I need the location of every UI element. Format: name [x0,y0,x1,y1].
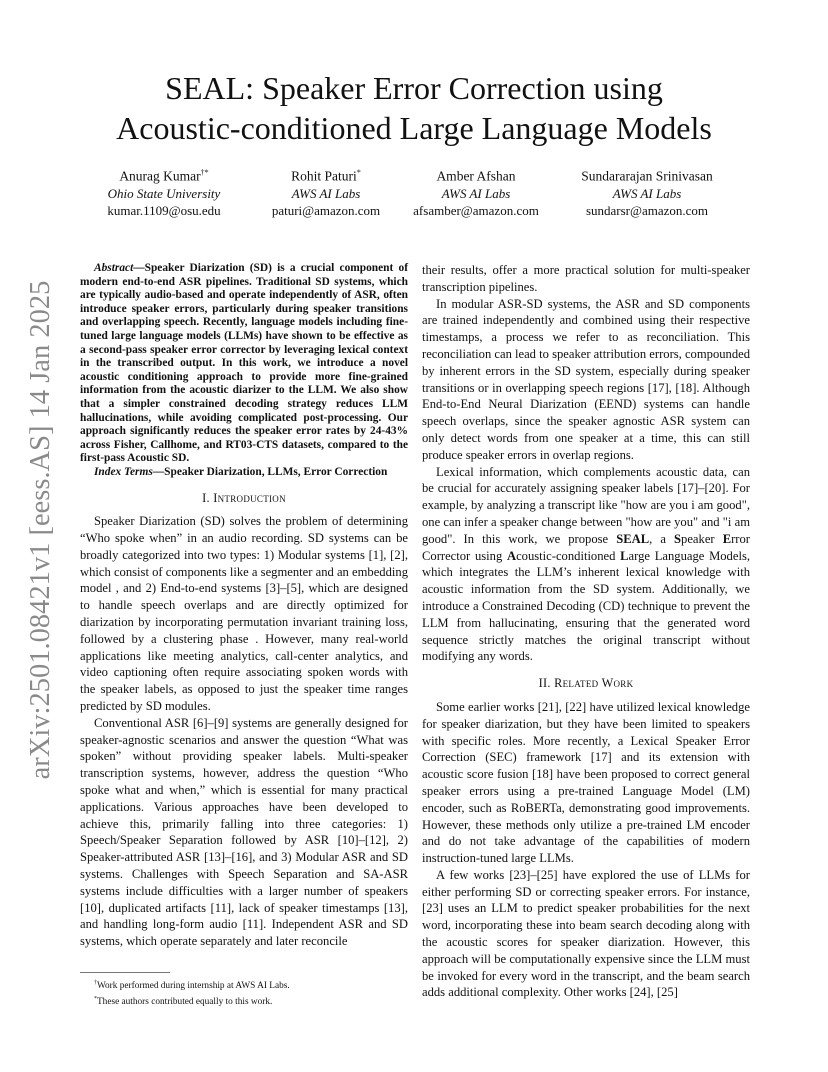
author-name: Rohit Paturi [291,168,357,184]
section-heading-introduction: I. Introduction [202,490,286,505]
arxiv-identifier: arXiv:2501.08421v1 [eess.AS] 14 Jan 2025 [25,280,56,780]
footnote-mark: † [94,980,97,987]
right-column [422,262,750,1001]
author-mark: †* [200,168,209,177]
related-paragraph-1: Some earlier works [21], [22] have utilized lexical knowledge for speaker diarization, but they have been limited to speakers with specific roles. More recently, a Lexical Speaker Error Correction (SEC) framework [17] and its extension with acoustic score fusion [18] have been proposed to correct general speaker errors using a pre-trained Language Model (LM) encoder, such as RoBERTa, demonstrating good improvements. However, these methods only utilize a pre-trained LM encoder and do not take advantage of the capabilities of modern instruction-tuned large LLMs. [422,699,750,866]
footnote-text: Work performed during internship at AWS AI Labs. [97,981,290,992]
author-block [381,164,571,219]
footnote-mark: * [94,995,97,1002]
para-text: rror Corrector using [422,531,750,563]
footnote-1 [80,977,408,993]
author-name-line [552,164,742,185]
abstract-text: —Speaker Diarization (SD) is a crucial component of modern end-to-end ASR pipelines. Traditional SD systems, which are typically audio-based and operate independently of ASR, often introduce speaker errors, particularly during speaker transitions and overlapping speech. Recently, language models including fine-tuned large language models (LLMs) have shown to be effective as a second-pass speaker error corrector by leveraging lexical context in the transcribed output. In this work, we introduce a novel acoustic conditioning approach to provide more fine-grained information from the acoustic diarizer to the LLM. We also show that a simpler constrained decoding strategy reduces LLM hallucinations, while avoiding complicated post-processing. Our approach significantly reduces the speaker error rates by 24-43% across Fisher, Callhome, and RT03-CTS datasets, compared to the first-pass Acoustic SD. [80,262,408,465]
author-affiliation: Ohio State University [107,185,221,201]
author-email: paturi@amazon.com [271,202,381,218]
author-email: afsamber@amazon.com [413,202,539,218]
author-email: kumar.1109@osu.edu [107,202,221,218]
author-affiliation: AWS AI Labs [291,185,361,201]
para-text: peaker [681,531,723,546]
seal-name: SEAL [616,531,650,546]
paper-title [60,68,768,148]
intro-paragraph-2: Conventional ASR [6]–[9] systems are generally designed for speaker-agnostic scenarios and answer the question “What was spoken” without providing speaker labels. Multi-speaker transcription systems, however, address the question “Who spoke what and when,” which is essential for many practical applications. Various approaches have been developed to achieve this, primarily falling into three categories: 1) Speech/Speaker Separation followed by ASR [10]–[12], 2) Speaker-attributed ASR [13]–[16], and 3) Modular ASR and SD systems. Challenges with Speech Separation and SA-ASR systems include difficulties with a larger number of speakers [10], duplicated artifacts [11], lack of speaker timestamps [13], and handling long-form audio [11]. Independent ASR and SD systems, which operate separately and later reconcile [80,715,408,949]
author-name: Anurag Kumar [119,168,201,184]
author-affiliation: AWS AI Labs [612,185,682,201]
abstract-label: Abstract [94,262,134,274]
acronym-letter: L [620,548,629,563]
intro-paragraph-1: Speaker Diarization (SD) solves the problem of determining “Who spoke when” in an audio recording. SD systems can be broadly categorized into two types: 1) Modular systems [1], [2], which consist of components like a segmenter and an embedding model , and 2) End-to-end systems [3]–[5], which are designed to handle speech overlaps and are directly optimized for diarization by incorporating permutation invariant training loss, followed by a clustering phase . However, many real-world applications like meeting analytics, call-center analytics, and video captioning often require associating spoken words with the speaker labels, as opposed to just the speaker time ranges predicted by SD modules. [80,514,408,714]
section-heading-related-work: II. Related Work [538,676,634,691]
index-terms-text: —Speaker Diarization, LLMs, Error Correction [152,465,388,478]
index-terms [80,466,408,480]
index-terms-label: Index Terms [94,465,153,478]
para-text: arge Language Models, which integrates the LLM’s inherent lexical knowledge with acoustic information from the SD system. Additionally, we introduce a Constrained Decoding (CD) technique to prevent the LLM from hallucinating, ensuring that the generated word sequence strictly matches the original transcript without modifying any words. [422,548,750,664]
author-name-line [381,164,571,185]
intro-paragraph-4: In modular ASR-SD systems, the ASR and SD components are trained independently and combined using their respective timestamps, a process we refer to as reconciliation. This reconciliation can lead to speaker attribution errors, compounded by inherent errors in the SD system, especially during speaker transitions or in overlapping speech regions [17], [18]. Although End-to-End Neural Diarization (EEND) systems can handle speech overlaps, since the speaker agnostic ASR system can only detect words from one speaker at a time, this can still produce speaker errors in overlap regions. [422,296,751,462]
acronym-letter: E [722,531,732,546]
left-column [80,262,408,1008]
author-block [552,164,742,219]
title-line-2: Acoustic-conditioned Large Language Models [116,110,712,146]
author-email: sundarsr@amazon.com [585,202,709,218]
footnote-rule [80,972,170,973]
acronym-letter: A [506,548,517,563]
footnote-text: These authors contributed equally to this work. [97,996,273,1007]
para-text: , a [649,531,675,546]
intro-paragraph-3: their results, offer a more practical solution for multi-speaker transcription pipelines. [422,263,750,294]
abstract [80,262,408,466]
author-name: Amber Afshan [436,168,516,184]
author-affiliation: AWS AI Labs [441,185,511,201]
author-mark: * [356,168,361,177]
acronym-letter: S [674,531,682,546]
intro-paragraph-5 [422,464,750,666]
para-text: Lexical information, which complements acoustic data, can be crucial for accurately assigning speaker labels [17]–[20]. For example, by analyzing a transcript like "how are you i am good", one can infer a speaker change between "how are you" and "i am good". In this work, we propose [422,464,750,546]
author-name: Sundararajan Srinivasan [581,168,713,184]
footnote-2 [80,993,408,1009]
related-paragraph-2: A few works [23]–[25] have explored the use of LLMs for either performing SD or correcting speaker errors. For instance, [23] uses an LLM to predict speaker probabilities for the next word, incorporating these into beam search decoding along with the acoustic scores for speaker diarization. However, this approach will be computationally expensive since the LLM must be invoked for every word in the transcript, and the beam search adds additional complexity. Other works [24], [25] [422,867,750,1000]
title-line-1: SEAL: Speaker Error Correction using [165,70,663,106]
para-text: coustic-conditioned [516,548,621,563]
